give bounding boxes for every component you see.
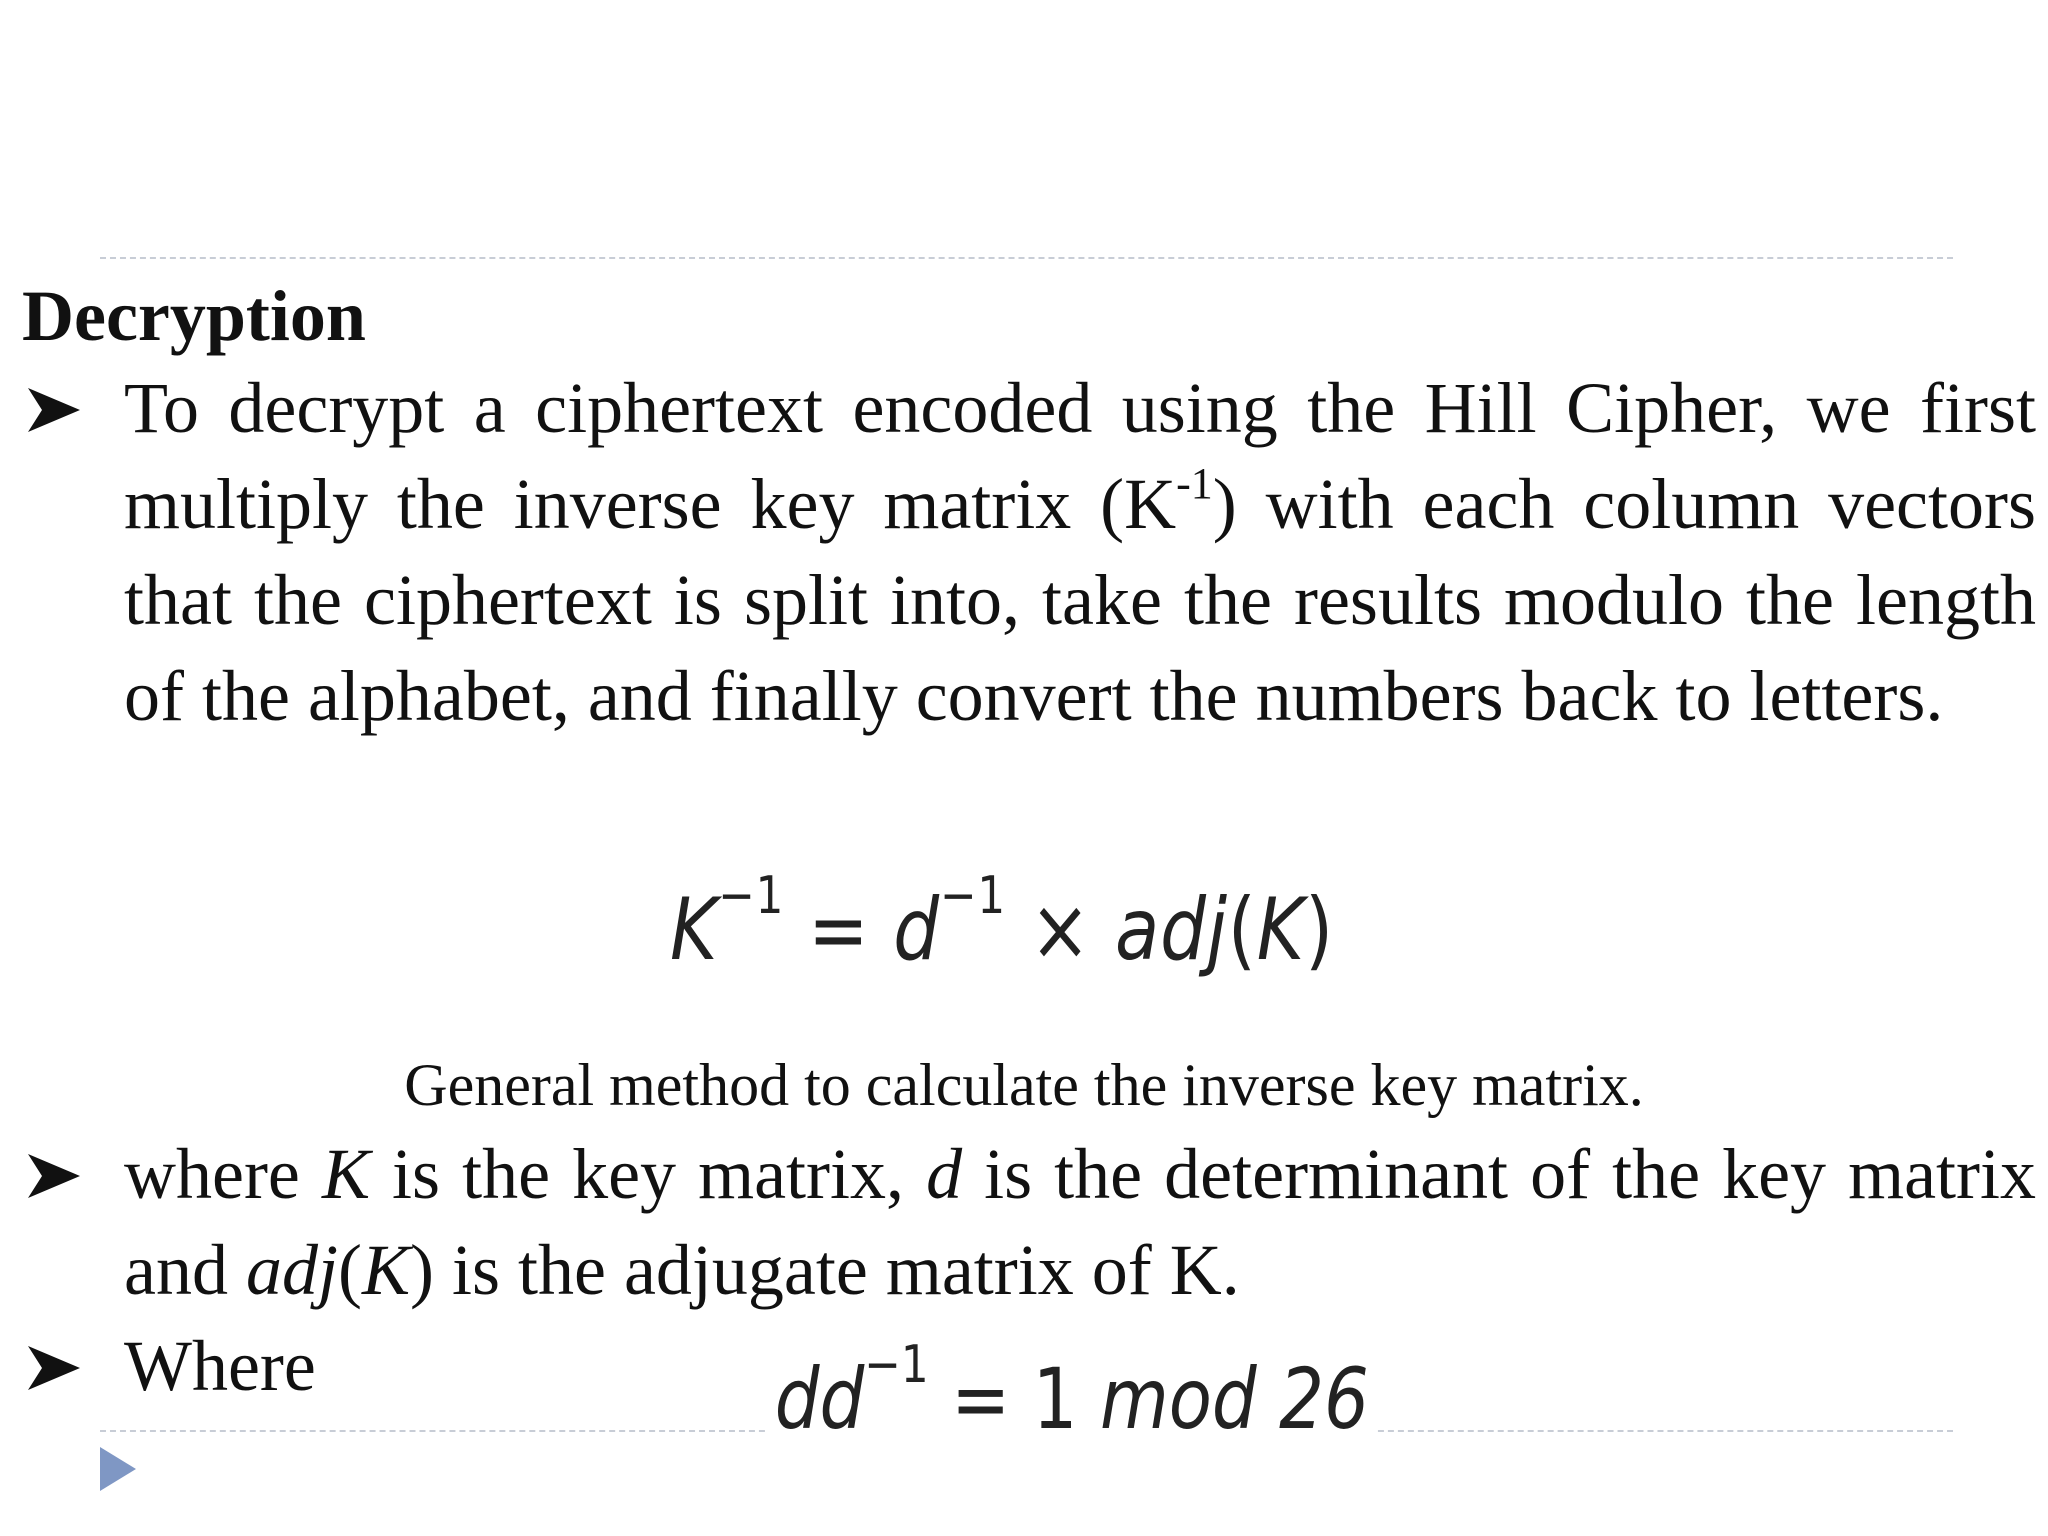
bullet-2-d-italic: d	[926, 1134, 963, 1214]
bullet-decrypt-description	[124, 360, 2036, 744]
formula-times: ×	[1006, 880, 1116, 980]
inverse-key-formula	[670, 866, 1335, 980]
bullet-1-text-after: ) with each column vectors that the ciphertext is split into, take the results modulo the length of the alphabet, and finally convert the numbers back to letters.	[124, 464, 2036, 736]
next-slide-triangle-icon[interactable]	[100, 1447, 136, 1491]
top-divider	[100, 257, 1953, 259]
formula-mod: mod	[1099, 1350, 1257, 1448]
bullet-variable-definitions	[124, 1126, 2036, 1318]
formula-equals-one: = 1	[928, 1350, 1100, 1448]
formula-k: K	[670, 880, 719, 980]
formula-equals: =	[784, 880, 894, 980]
bullet-2-k-italic: K	[361, 1230, 410, 1310]
formula-dd: dd	[774, 1350, 865, 1448]
arrowhead-bullet-icon	[26, 386, 82, 434]
bullet-2-part: is the key matrix,	[369, 1134, 927, 1214]
formula-26: 26	[1256, 1350, 1369, 1448]
slide-title: Decryption	[22, 276, 366, 356]
formula-dd-exponent: −1	[864, 1335, 929, 1395]
bullet-where: Where	[124, 1326, 316, 1406]
formula-adj: adj	[1115, 880, 1228, 980]
formula-d: d	[893, 880, 940, 980]
bullet-2-part: (	[337, 1230, 362, 1310]
bullet-2-k-italic: K	[321, 1134, 370, 1214]
formula-k2: K	[1256, 880, 1305, 980]
formula-caption: General method to calculate the inverse key matrix.	[404, 1052, 1644, 1118]
formula-d-exponent: −1	[939, 866, 1007, 926]
bullet-2-part: where	[124, 1134, 322, 1214]
formula-close-paren: )	[1304, 880, 1335, 980]
bullet-1-superscript: -1	[1176, 459, 1213, 508]
arrowhead-bullet-icon	[26, 1344, 82, 1392]
formula-k-exponent: −1	[718, 866, 785, 926]
bullet-2-part: ) is the adjugate matrix of K.	[410, 1230, 1240, 1310]
bullet-2-adj-italic: adj	[245, 1230, 338, 1310]
arrowhead-bullet-icon	[26, 1152, 82, 1200]
bullet-1-text-before: To decrypt a ciphertext encoded using the Hill Cipher, we first multiply the inverse key matrix (K	[124, 368, 2036, 544]
formula-open-paren: (	[1227, 880, 1257, 980]
modular-inverse-formula	[768, 1335, 1376, 1448]
bullet-2-part: is the determinant of the key matrix and	[124, 1134, 2037, 1310]
